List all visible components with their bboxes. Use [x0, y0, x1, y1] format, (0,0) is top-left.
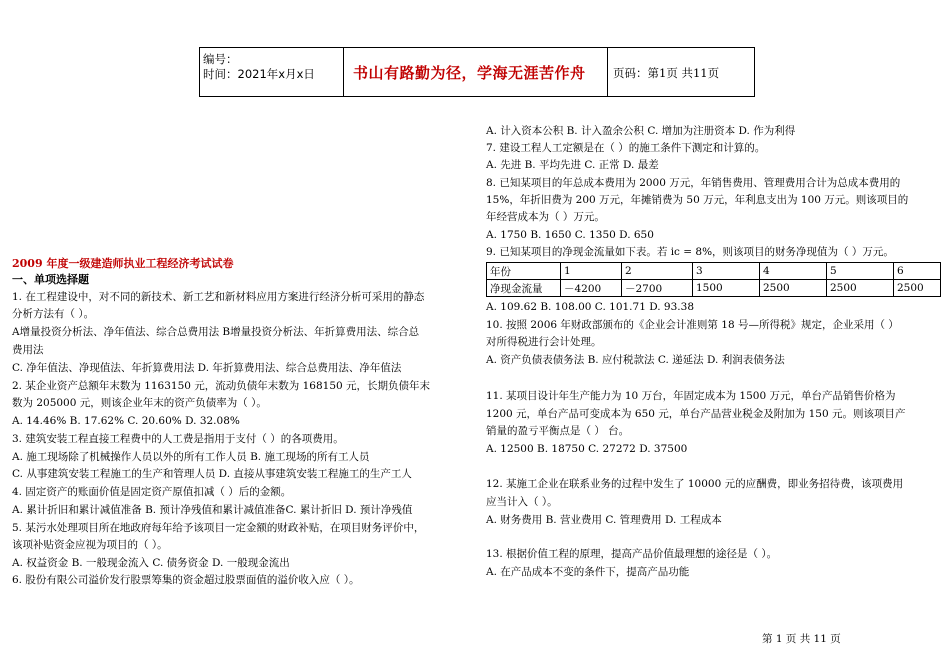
table-row — [487, 263, 941, 280]
question-line: A. 12500 B. 18750 C. 27272 D. 37500 — [486, 443, 688, 455]
table-cell: 2500 — [827, 280, 894, 297]
question-line: 年经营成本为（ ）万元。 — [486, 211, 605, 223]
question-line: A增量投资分析法、净年值法、综合总费用法 B增量投资分析法、年折算费用法、综合总 — [12, 326, 420, 338]
header-left-cell — [200, 48, 344, 96]
question-line: A. 权益资金 B. 一般现金流入 C. 债务资金 D. 一般现金流出 — [12, 557, 290, 569]
question-line: 应当计入（ ）。 — [486, 496, 558, 508]
question-line: 费用法 — [12, 344, 44, 356]
question-line: 13. 根据价值工程的原理，提高产品价值最理想的途径是（ ）。 — [486, 548, 778, 560]
table-cell: 4 — [760, 263, 827, 280]
question-line: A. 在产品成本不变的条件下，提高产品功能 — [486, 566, 690, 578]
table-cell: 净现金流量 — [487, 280, 561, 297]
section-title: 一、单项选择题 — [12, 273, 89, 286]
table-row — [487, 280, 941, 297]
question-line: A. 109.62 B. 108.00 C. 101.71 D. 93.38 — [486, 301, 694, 313]
page-label: 页码：第1页 共11页 — [613, 66, 720, 80]
table-cell: 2 — [622, 263, 693, 280]
table-cell: 1 — [561, 263, 622, 280]
question-line: 2. 某企业资产总额年末数为 1163150 元，流动负债年末数为 168150 元，长期负债年末 — [12, 380, 431, 392]
question-line: 15%，年折旧费为 200 万元，年摊销费为 50 万元，年利息支出为 100 万元。则该项目的 — [486, 194, 909, 206]
question-line: 10. 按照 2006 年财政部颁布的《企业会计准则第 18 号—所得税》规定，企业采用（ ） — [486, 319, 899, 331]
table-cell: 年份 — [487, 263, 561, 280]
header-right-cell — [607, 48, 755, 96]
question-line: 11. 某项目设计年生产能力为 10 万台，年固定成本为 1500 万元，单台产品销售价格为 — [486, 390, 896, 402]
table-cell: 2500 — [894, 280, 941, 297]
question-line: 6. 股份有限公司溢价发行股票筹集的资金超过股票面值的溢价收入应（ ）。 — [12, 574, 360, 586]
question-line: A. 施工现场除了机械操作人员以外的所有工作人员 B. 施工现场的所有工人员 — [12, 451, 370, 463]
table-cell: 6 — [894, 263, 941, 280]
question-line: C. 从事建筑安装工程施工的生产和管理人员 D. 直接从事建筑安装工程施工的生产工人 — [12, 468, 412, 480]
table-cell: 2500 — [760, 280, 827, 297]
question-line: 分析方法有（ ）。 — [12, 308, 95, 320]
question-line: 12. 某施工企业在联系业务的过程中发生了 10000 元的应酬费，即业务招待费，该项费用 — [486, 478, 904, 490]
page-footer: 第 1 页 共 11 页 — [762, 633, 841, 645]
time-label: 时间：2021年x月x日 — [203, 67, 315, 81]
question-line: 9. 已知某项目的净现金流量如下表。若 ic = 8%，则该项目的财务净现值为（ ）万元。 — [486, 246, 894, 258]
question-line: 7. 建设工程人工定额是在（ ）的施工条件下测定和计算的。 — [486, 142, 766, 154]
table-cell: 3 — [693, 263, 760, 280]
question-line: A. 计入资本公积 B. 计入盈余公积 C. 增加为注册资本 D. 作为利得 — [486, 125, 796, 137]
table-cell: 5 — [827, 263, 894, 280]
number-label: 编号： — [203, 52, 238, 66]
question-line: A. 14.46% B. 17.62% C. 20.60% D. 32.08% — [12, 415, 240, 427]
document-title: 2009 年度一级建造师执业工程经济考试试卷 — [12, 257, 234, 270]
question-line: 8. 已知某项目的年总成本费用为 2000 万元，年销售费用、管理费用合计为总成本费用的 — [486, 177, 901, 189]
page-header — [199, 47, 755, 97]
question-line: 5. 某污水处理项目所在地政府每年给予该项目一定金额的财政补贴，在项目财务评价中， — [12, 522, 425, 534]
question-line: 3. 建筑安装工程直接工程费中的人工费是指用于支付（ ）的各项费用。 — [12, 433, 344, 445]
question-line: A. 资产负债表债务法 B. 应付税款法 C. 递延法 D. 利润表债务法 — [486, 354, 785, 366]
question-line: 4. 固定资产的账面价值是固定资产原值扣减（ ）后的金额。 — [12, 486, 292, 498]
question-line: A. 先进 B. 平均先进 C. 正常 D. 最差 — [486, 159, 659, 171]
question-line: 1. 在工程建设中，对不同的新技术、新工艺和新材料应用方案进行经济分析可采用的静态 — [12, 291, 425, 303]
question-line: A. 累计折旧和累计减值准备 B. 预计净残值和累计减值准备C. 累计折旧 D. 预计净残值 — [12, 504, 413, 516]
table-cell: －4200 — [561, 280, 622, 297]
question-line: 1200 元，单台产品可变成本为 650 元，单台产品营业税金及附加为 150 元。则该项目产 — [486, 408, 906, 420]
question-line: A. 1750 B. 1650 C. 1350 D. 650 — [486, 229, 654, 241]
cashflow-table — [486, 262, 941, 297]
question-line: 销量的盈亏平衡点是（ ） 台。 — [486, 425, 630, 437]
table-cell: －2700 — [622, 280, 693, 297]
motto: 书山有路勤为径，学海无涯苦作舟 — [353, 64, 586, 82]
table-cell: 1500 — [693, 280, 760, 297]
question-line: C. 净年值法、净现值法、年折算费用法 D. 年折算费用法、综合总费用法、净年值法 — [12, 362, 402, 374]
question-line: 对所得税进行会计处理。 — [486, 336, 602, 348]
question-line: 数为 205000 元，则该企业年末的资产负债率为（ ）。 — [12, 397, 267, 409]
question-line: 该项补贴资金应视为项目的（ ）。 — [12, 539, 168, 551]
question-line: A. 财务费用 B. 营业费用 C. 管理费用 D. 工程成本 — [486, 514, 722, 526]
